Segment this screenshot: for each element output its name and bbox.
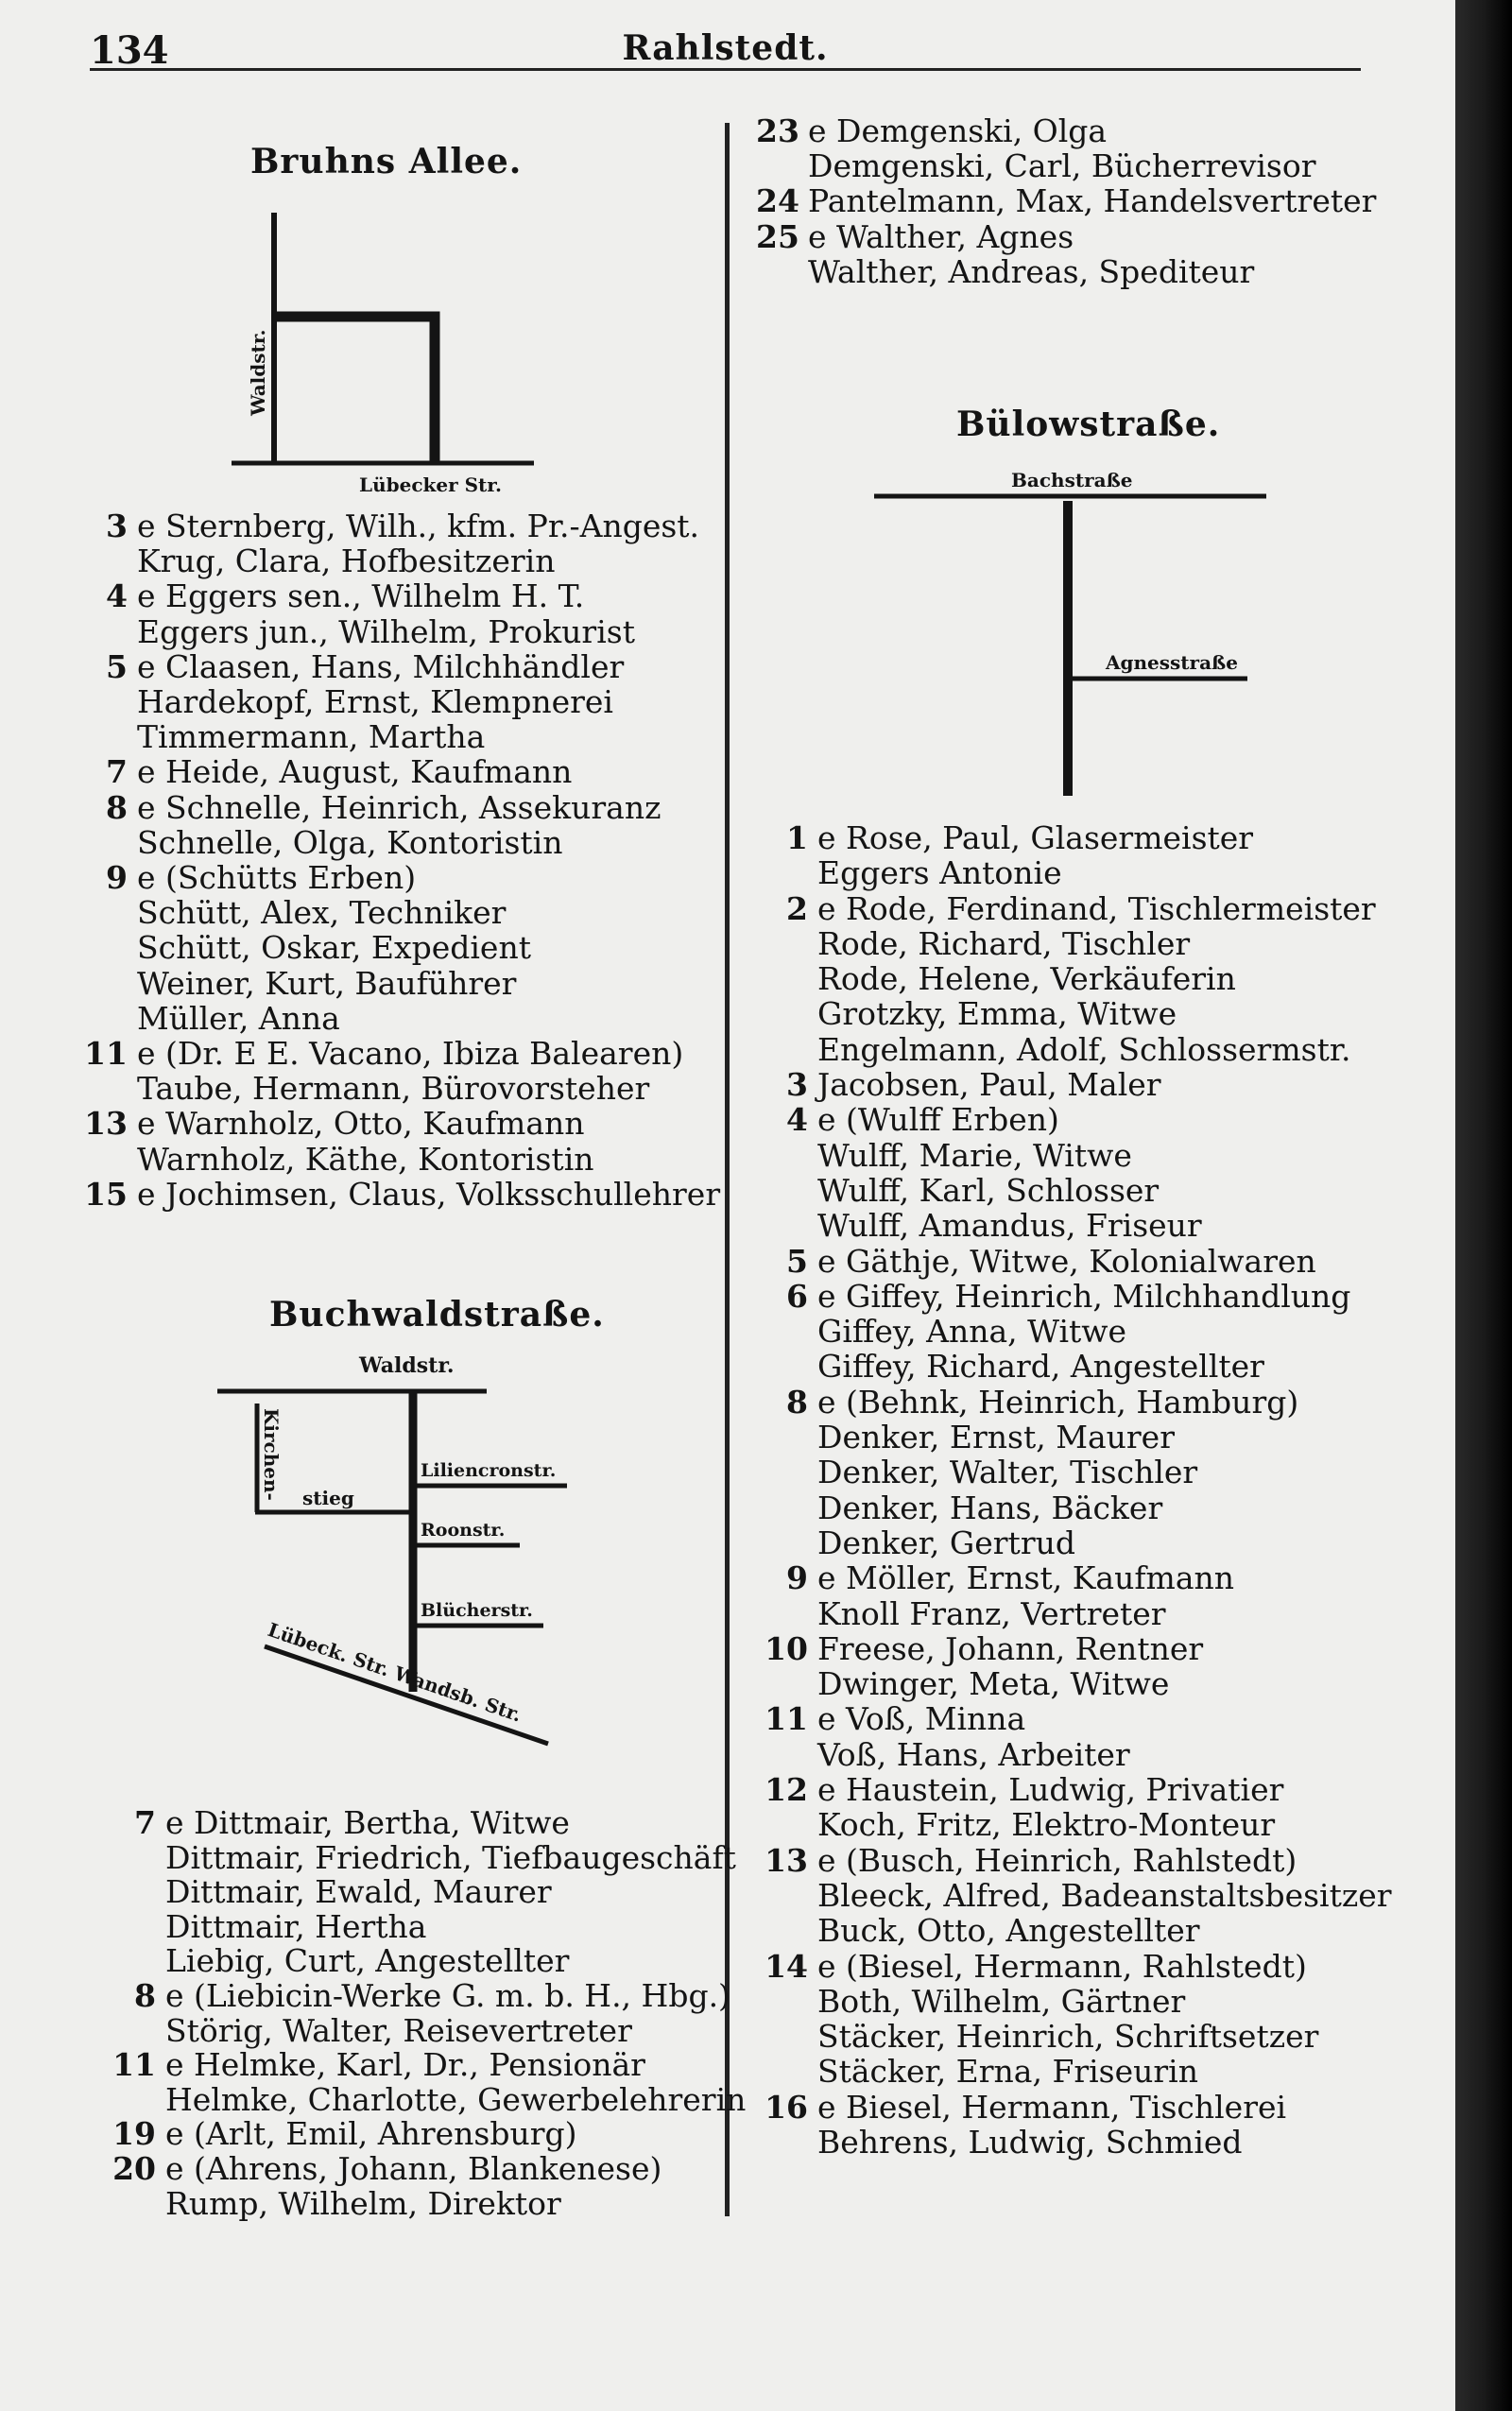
section-heading-buelowstrasse: Bülowstraße. [956, 405, 1221, 444]
list-item: Störig, Walter, Reisevertreter [165, 2011, 632, 2049]
list-item: Denker, Gertrud [817, 1524, 1075, 1561]
list-item: 8 e (Behnk, Heinrich, Hamburg) [786, 1383, 1299, 1421]
list-item: 1 e Rose, Paul, Glasermeister [786, 819, 1254, 856]
list-item: 11 e Voß, Minna [765, 1700, 1026, 1738]
list-item: 15 e Jochimsen, Claus, Volksschullehrer [84, 1175, 721, 1213]
list-item: 13 e Warnholz, Otto, Kaufmann [84, 1105, 585, 1143]
list-item: 23 e Demgenski, Olga [756, 112, 1108, 149]
list-item: Wulff, Amandus, Friseur [817, 1207, 1202, 1245]
list-item: Denker, Ernst, Maurer [817, 1419, 1175, 1456]
list-item: 8 e (Liebicin-Werke G. m. b. H., Hbg.) [134, 1976, 730, 2014]
list-item: Müller, Anna [137, 999, 340, 1037]
list-item: Rode, Richard, Tischler [817, 924, 1191, 962]
list-item: 20 e (Ahrens, Johann, Blankenese) [112, 2149, 662, 2187]
list-item: Rump, Wilhelm, Direktor [165, 2184, 561, 2222]
list-item: Weiner, Kurt, Bauführer [137, 964, 517, 1002]
list-item: Bleeck, Alfred, Badeanstaltsbesitzer [817, 1876, 1392, 1914]
list-item: Walther, Andreas, Spediteur [808, 252, 1255, 290]
list-item: 4 e Eggers sen., Wilhelm H. T. [106, 577, 585, 615]
map-label-luebecker-str: Lübecker Str. [359, 474, 502, 496]
map-label-kirchen: Kirchen- [260, 1408, 283, 1501]
list-item: Rode, Helene, Verkäuferin [817, 960, 1236, 998]
list-item: 8 e Schnelle, Heinrich, Assekuranz [106, 788, 662, 826]
street-map-bruhns-allee [227, 208, 539, 496]
entry-list-buchwaldstrasse [47, 1806, 746, 2221]
section-heading-buchwaldstrasse: Buchwaldstraße. [269, 1295, 605, 1335]
list-item: Liebig, Curt, Angestellter [165, 1942, 570, 1980]
list-item: 16 e Biesel, Hermann, Tischlerei [765, 2088, 1287, 2126]
map-label-roonstr: Roonstr. [421, 1520, 506, 1541]
list-item: Giffey, Anna, Witwe [817, 1313, 1127, 1351]
list-item: 24 Pantelmann, Max, Handelsvertreter [756, 182, 1377, 220]
list-item: Taube, Hermann, Bürovorsteher [137, 1070, 650, 1108]
map-label-stieg: stieg [302, 1487, 354, 1509]
list-item: 9 e Möller, Ernst, Kaufmann [786, 1559, 1235, 1597]
map-label-bachstrasse: Bachstraße [1011, 469, 1133, 491]
list-item: Voß, Hans, Arbeiter [817, 1735, 1130, 1773]
list-item: 25 e Walther, Agnes [756, 217, 1074, 255]
section-heading-bruhns-allee: Bruhns Allee. [250, 142, 523, 181]
map-label-waldstr: Waldstr. [247, 329, 269, 416]
list-item: Schütt, Alex, Techniker [137, 894, 507, 932]
list-item: 5 e Claasen, Hans, Milchhändler [106, 647, 625, 685]
list-item: Buck, Otto, Angestellter [817, 1912, 1200, 1950]
list-item: 4 e (Wulff Erben) [786, 1101, 1059, 1139]
list-item: 11 e Helmke, Karl, Dr., Pensionär [112, 2046, 645, 2084]
list-item: Schnelle, Olga, Kontoristin [137, 823, 563, 861]
page-number: 134 [90, 28, 169, 73]
map-label-waldstr: Waldstr. [359, 1353, 455, 1378]
list-item: Timmermann, Martha [137, 718, 486, 756]
map-label-luebeck-wandsb-str: Lübeck. Str. Wandsb. Str. [265, 1618, 525, 1727]
list-item: Dittmair, Ewald, Maurer [165, 1873, 552, 1911]
list-item: Eggers jun., Wilhelm, Prokurist [137, 612, 635, 650]
list-item: Stäcker, Heinrich, Schriftsetzer [817, 2018, 1319, 2056]
list-item: 6 e Giffey, Heinrich, Milchhandlung [786, 1277, 1351, 1315]
list-item: Wulff, Karl, Schlosser [817, 1171, 1160, 1209]
map-label-bluecherstr: Blücherstr. [421, 1600, 533, 1621]
list-item: Engelmann, Adolf, Schlossermstr. [817, 1030, 1351, 1068]
entry-list-continued [756, 113, 1376, 289]
list-item: 19 e (Arlt, Emil, Ahrensburg) [112, 2115, 577, 2153]
list-item: 12 e Haustein, Ludwig, Privatier [765, 1771, 1284, 1809]
page-title: Rahlstedt. [622, 28, 829, 68]
list-item: 13 e (Busch, Heinrich, Rahlstedt) [765, 1841, 1297, 1879]
list-item: Both, Wilhelm, Gärtner [817, 1982, 1186, 2020]
list-item: Hardekopf, Ernst, Klempnerei [137, 683, 613, 721]
entry-list-bruhns-allee [47, 508, 720, 1212]
list-item: Stäcker, Erna, Friseurin [817, 2053, 1198, 2091]
list-item: Dwinger, Meta, Witwe [817, 1665, 1170, 1703]
list-item: Grotzky, Emma, Witwe [817, 995, 1177, 1033]
list-item: 7 e Heide, August, Kaufmann [106, 753, 573, 791]
list-item: Wulff, Marie, Witwe [817, 1136, 1132, 1174]
list-item: Denker, Walter, Tischler [817, 1454, 1198, 1491]
list-item: 10 Freese, Johann, Rentner [765, 1629, 1204, 1667]
list-item: Behrens, Ludwig, Schmied [817, 2123, 1243, 2161]
list-item: 14 e (Biesel, Hermann, Rahlstedt) [765, 1947, 1307, 1985]
entry-list-buelowstrasse [737, 820, 1392, 2160]
list-item: 11 e (Dr. E E. Vacano, Ibiza Balearen) [84, 1035, 684, 1073]
map-label-agnesstrasse: Agnesstraße [1106, 651, 1238, 674]
street-map-buchwaldstrasse [208, 1352, 567, 1758]
list-item: Dittmair, Hertha [165, 1907, 427, 1945]
page-header [90, 21, 1361, 71]
list-item: Warnholz, Käthe, Kontoristin [137, 1140, 594, 1178]
list-item: Krug, Clara, Hofbesitzerin [137, 542, 556, 580]
list-item: Koch, Fritz, Elektro-Monteur [817, 1806, 1276, 1844]
list-item: Demgenski, Carl, Bücherrevisor [808, 147, 1316, 185]
list-item: 3 Jacobsen, Paul, Maler [786, 1066, 1161, 1104]
list-item: 2 e Rode, Ferdinand, Tischlermeister [786, 889, 1376, 927]
list-item: Knoll Franz, Vertreter [817, 1594, 1166, 1632]
list-item: Denker, Hans, Bäcker [817, 1489, 1163, 1526]
list-item: Eggers Antonie [817, 854, 1062, 892]
list-item: Dittmair, Friedrich, Tiefbaugeschäft [165, 1838, 736, 1876]
list-item: 9 e (Schütts Erben) [106, 859, 417, 897]
list-item: Helmke, Charlotte, Gewerbelehrerin [165, 2080, 747, 2118]
page-edge-shadow [1455, 0, 1512, 2411]
list-item: Giffey, Richard, Angestellter [817, 1348, 1264, 1386]
list-item: 5 e Gäthje, Witwe, Kolonialwaren [786, 1242, 1316, 1280]
list-item: 3 e Sternberg, Wilh., kfm. Pr.-Angest. [106, 508, 700, 544]
street-map-buelowstrasse [869, 463, 1276, 803]
map-label-liliencronstr: Liliencronstr. [421, 1460, 557, 1481]
list-item: 7 e Dittmair, Bertha, Witwe [134, 1804, 570, 1841]
list-item: Schütt, Oskar, Expedient [137, 929, 531, 967]
